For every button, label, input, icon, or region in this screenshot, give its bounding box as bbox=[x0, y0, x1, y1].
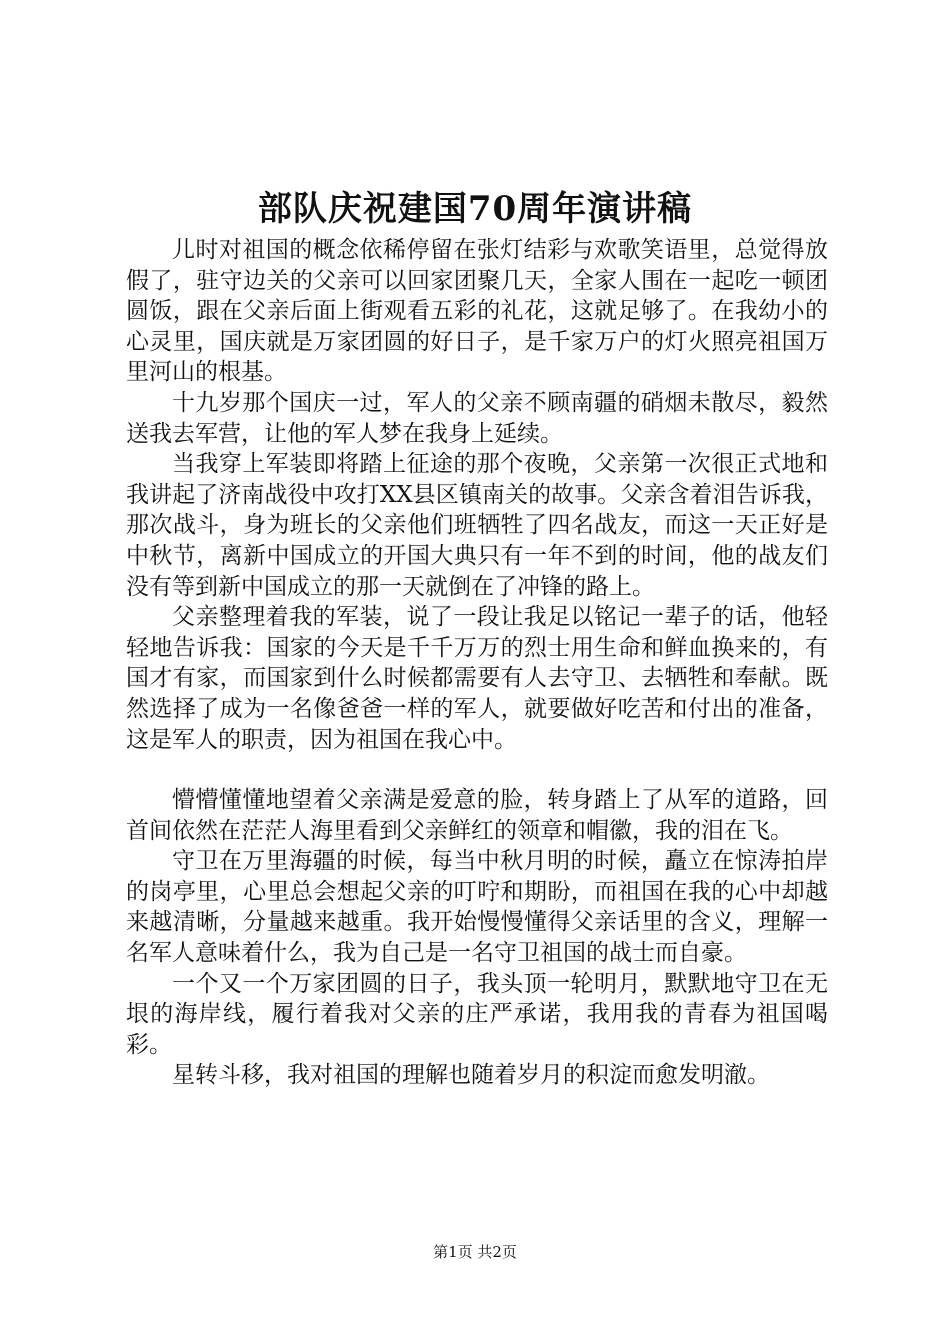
paragraph: 守卫在万里海疆的时候，每当中秋月明的时候，矗立在惊涛拍岸的岗亭里，心里总会想起父亲的叮咛和期盼，而祖国在我的心中却越来越清晰，分量越来越重。我开始慢慢懂得父亲话里的含义，理解一名军人意味着什么，我为自己是一名守卫祖国的战士而自豪。 bbox=[126, 848, 828, 967]
document-title: 部队庆祝建国70周年演讲稿 bbox=[257, 189, 693, 229]
paragraph: 儿时对祖国的概念依稀停留在张灯结彩与欢歌笑语里，总觉得放假了，驻守边关的父亲可以回家团聚几天，全家人围在一起吃一顿团圆饭，跟在父亲后面上街观看五彩的礼花，这就足够了。在我幼小的心灵里，国庆就是万家团圆的好日子，是千家万户的灯火照亮祖国万里河山的根基。 bbox=[126, 237, 828, 386]
document-body bbox=[126, 235, 828, 1091]
paragraph: 星转斗移，我对祖国的理解也随着岁月的积淀而愈发明澈。 bbox=[172, 1062, 770, 1089]
paragraph: 十九岁那个国庆一过，军人的父亲不顾南疆的硝烟未散尽，毅然送我去军营，让他的军人梦在我身上延续。 bbox=[126, 389, 828, 447]
paragraph: 懵懵懂懂地望着父亲满是爱意的脸，转身踏上了从军的道路，回首间依然在茫茫人海里看到父亲鲜红的领章和帽徽，我的泪在飞。 bbox=[126, 787, 828, 844]
paragraph: 父亲整理着我的军装，说了一段让我足以铭记一辈子的话，他轻轻地告诉我：国家的今天是千千万万的烈士用生命和鲜血换来的，有国才有家，而国家到什么时候都需要有人去守卫、去牺牲和奉献。既然选择了成为一名像爸爸一样的军人，就要做好吃苦和付出的准备，这是军人的职责，因为祖国在我心中。 bbox=[126, 604, 828, 753]
paragraph: 一个又一个万家团圆的日子，我头顶一轮明月，默默地守卫在无垠的海岸线，履行着我对父亲的庄严承诺，我用我的青春为祖国喝彩。 bbox=[126, 970, 828, 1058]
paragraph: 当我穿上军装即将踏上征途的那个夜晚，父亲第一次很正式地和我讲起了济南战役中攻打XX县区镇南关的故事。父亲含着泪告诉我，那次战斗，身为班长的父亲他们班牺牲了四名战友，而这一天正好是中秋节，离新中国成立的开国大典只有一年不到的时间，他的战友们没有等到新中国成立的那一天就倒在了冲锋的路上。 bbox=[126, 451, 828, 600]
page-footer: 第1页 共2页 bbox=[433, 1243, 517, 1261]
